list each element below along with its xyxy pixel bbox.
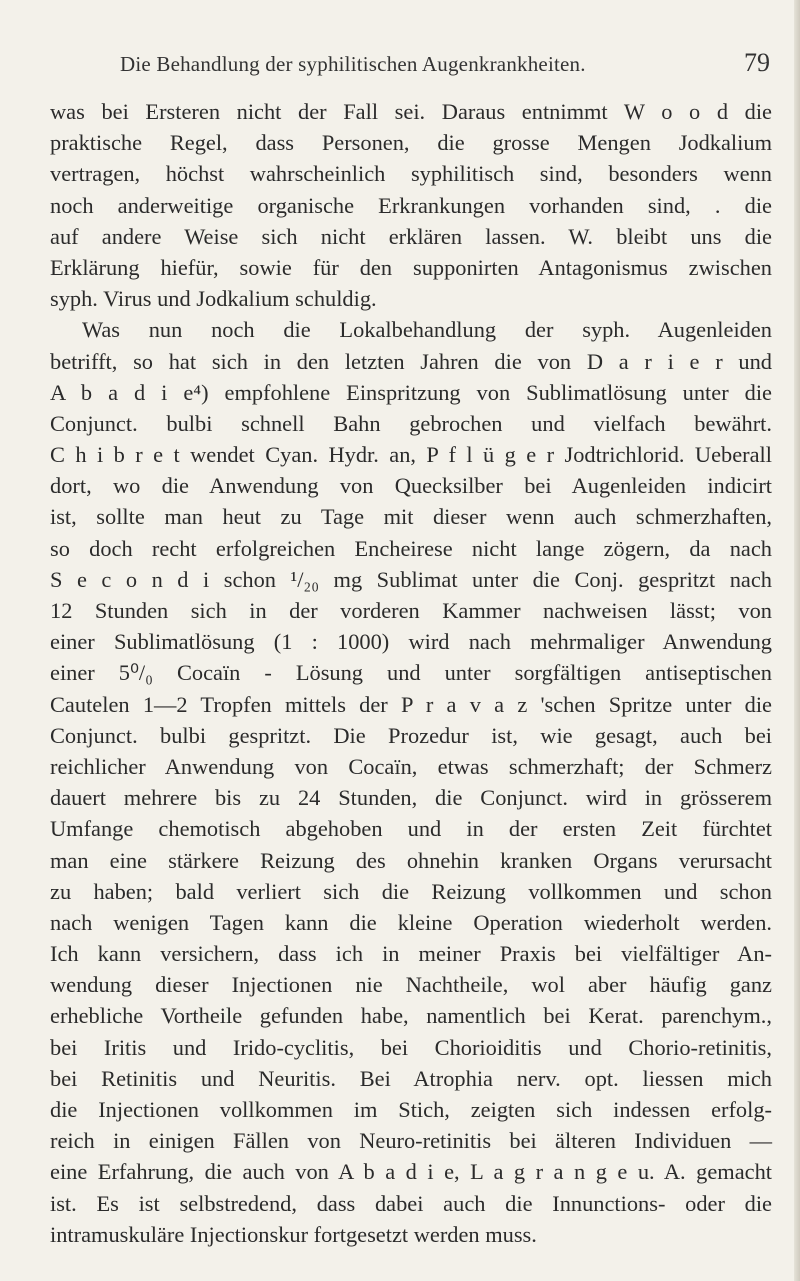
text-line: intramuskuläre Injectionskur fortgesetzt werden muss. <box>50 1221 537 1247</box>
running-title: Die Behandlung der syphilitischen Augenkrankheiten. <box>120 52 586 76</box>
text-line: dort, wo die Anwendung von Quecksilber bei Augenleiden indicirt <box>50 473 772 499</box>
text-line: noch anderweitige organische Erkrankungen vorhanden sind, . die <box>50 192 772 218</box>
text-line: 12 Stunden sich in der vorderen Kammer nachweisen lässt; von <box>50 598 772 623</box>
text-line: einer Sublimatlösung (1 : 1000) wird nach mehrmaliger Anwendung <box>50 629 772 655</box>
text-line: Conjunct. bulbi gespritzt. Die Prozedur ist, wie gesagt, auch bei <box>50 722 772 748</box>
text-line: Conjunct. bulbi schnell Bahn gebrochen und vielfach bewährt. <box>50 410 772 436</box>
text-line: A b a d i e⁴) empfohlene Einspritzung von Sublimatlösung unter die <box>50 379 772 405</box>
text-line: dauert mehrere bis zu 24 Stunden, die Conjunct. wird in grösserem <box>50 785 772 811</box>
text-line: auf andere Weise sich nicht erklären lassen. W. bleibt uns die <box>50 223 772 249</box>
text-line: reichlicher Anwendung von Cocaïn, etwas schmerzhaft; der Schmerz <box>50 753 772 779</box>
text-line: so doch recht erfolgreichen Encheirese nicht lange zögern, da nach <box>50 535 772 561</box>
text-line: reich in einigen Fällen von Neuro-retinitis bei älteren Individuen — <box>50 1128 772 1154</box>
paragraph-start-line: Was nun noch die Lokalbehandlung der syph. Augenleiden <box>82 317 772 343</box>
text-line: nach wenigen Tagen kann die kleine Operation wiederholt werden. <box>50 909 772 935</box>
text-line: einer 5⁰/₀ Cocaïn - Lösung und unter sorgfältigen antiseptischen <box>50 660 772 686</box>
running-head <box>120 48 770 82</box>
text-line: Umfange chemotisch abgehoben und in der ersten Zeit fürchtet <box>50 816 772 842</box>
text-line: Erklärung hiefür, sowie für den supponirten Antagonismus zwischen <box>50 254 772 280</box>
text-line: zu haben; bald verliert sich die Reizung vollkommen und schon <box>50 878 772 904</box>
text-line: S e c o n d i schon ¹/₂₀ mg Sublimat unter die Conj. gespritzt nach <box>50 566 772 592</box>
text-line: man eine stärkere Reizung des ohnehin kranken Organs verursacht <box>50 847 772 873</box>
text-line: bei Retinitis und Neuritis. Bei Atrophia nerv. opt. liessen mich <box>50 1065 772 1091</box>
text-line: Cautelen 1—2 Tropfen mittels der P r a v a z 'schen Spritze unter die <box>50 691 772 717</box>
text-line: was bei Ersteren nicht der Fall sei. Daraus entnimmt W o o d die <box>50 99 772 124</box>
page-edge <box>794 0 800 1281</box>
text-line: bei Iritis und Irido-cyclitis, bei Chorioiditis und Chorio-retinitis, <box>50 1034 772 1060</box>
text-line: erhebliche Vortheile gefunden habe, namentlich bei Kerat. parenchym., <box>50 1003 772 1029</box>
text-line: Ich kann versichern, dass ich in meiner Praxis bei vielfältiger An- <box>50 941 772 967</box>
page-number: 79 <box>744 48 770 77</box>
body-text <box>50 96 772 1250</box>
text-line: ist. Es ist selbstredend, dass dabei auch die Innunctions- oder die <box>50 1190 772 1216</box>
text-line: C h i b r e t wendet Cyan. Hydr. an, P f l ü g e r Jodtrichlorid. Ueberall <box>50 442 772 468</box>
text-line: syph. Virus und Jodkalium schuldig. <box>50 286 377 312</box>
text-line: eine Erfahrung, die auch von A b a d i e, L a g r a n g e u. A. gemacht <box>50 1159 772 1185</box>
text-line: betrifft, so hat sich in den letzten Jahren die von D a r i e r und <box>50 348 772 374</box>
text-line: ist, sollte man heut zu Tage mit dieser wenn auch schmerzhaften, <box>50 504 772 530</box>
text-line: die Injectionen vollkommen im Stich, zeigten sich indessen erfolg- <box>50 1097 772 1122</box>
text-line: vertragen, höchst wahrscheinlich syphilitisch sind, besonders wenn <box>50 161 772 187</box>
text-line: praktische Regel, dass Personen, die grosse Mengen Jodkalium <box>50 130 772 156</box>
text-line: wendung dieser Injectionen nie Nachtheile, wol aber häufig ganz <box>50 972 772 998</box>
